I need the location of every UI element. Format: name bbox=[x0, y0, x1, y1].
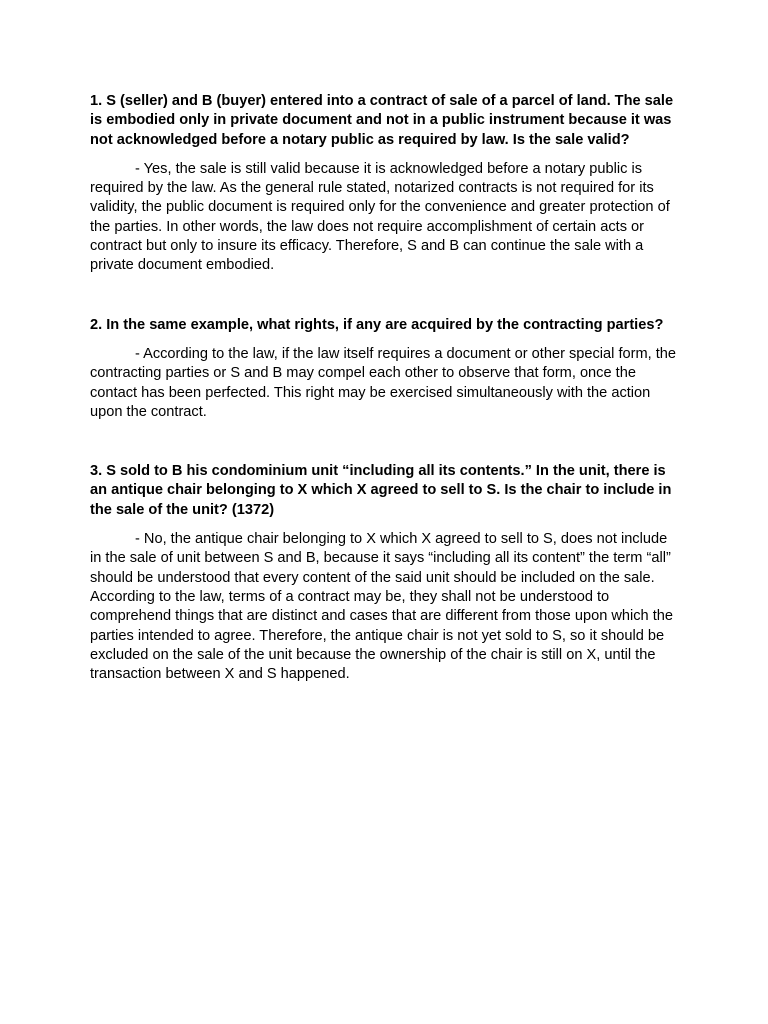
question-2: 2. In the same example, what rights, if any are acquired by the contracting parties? bbox=[90, 316, 664, 333]
question-1: 1. S (seller) and B (buyer) entered into a contract of sale of a parcel of land. The sale is embodied only in private document and not in a public instrument because it was not acknowledged before a notary public as required by law. Is the sale valid? bbox=[90, 93, 674, 148]
answer-1: - Yes, the sale is still valid because it is acknowledged before a notary public is required by the law. As the general rule stated, notarized contracts is not required for its validity, the public document is required only for the convenience and greater protection of the parties. In other words, the law does not require accomplishment of certain acts or contract but only to insure its efficacy. Therefore, S and B can continue the sale with a private document embodied. bbox=[90, 160, 670, 274]
document-page bbox=[90, 92, 680, 684]
answer-3: - No, the antique chair belonging to X which X agreed to sell to S, does not include in the sale of unit between S and B, because it says “including all its content” the term “all” should be understood that every content of the said unit should be included on the sale. According to the law, terms of a contract may be, they shall not be understood to comprehend things that are distinct and cases that are different from those upon which the parties intended to agree. Therefore, the antique chair is not yet sold to S, so it should be excluded on the sale of the unit because the ownership of the chair is still on X, until the transaction between X and S happened. bbox=[90, 531, 674, 683]
question-3: 3. S sold to B his condominium unit “including all its contents.” In the unit, there is an antique chair belonging to X which X agreed to sell to S. Is the chair to include in the sale of the unit? (1372) bbox=[90, 463, 672, 518]
qa-item-1 bbox=[90, 92, 680, 276]
qa-item-2 bbox=[90, 316, 680, 422]
answer-2: - According to the law, if the law itself requires a document or other special form, the contracting parties or S and B may compel each other to observe that form, once the contact has been perfected. This right may be exercised simultaneously with the action upon the contract. bbox=[90, 345, 677, 420]
qa-item-3 bbox=[90, 462, 680, 684]
